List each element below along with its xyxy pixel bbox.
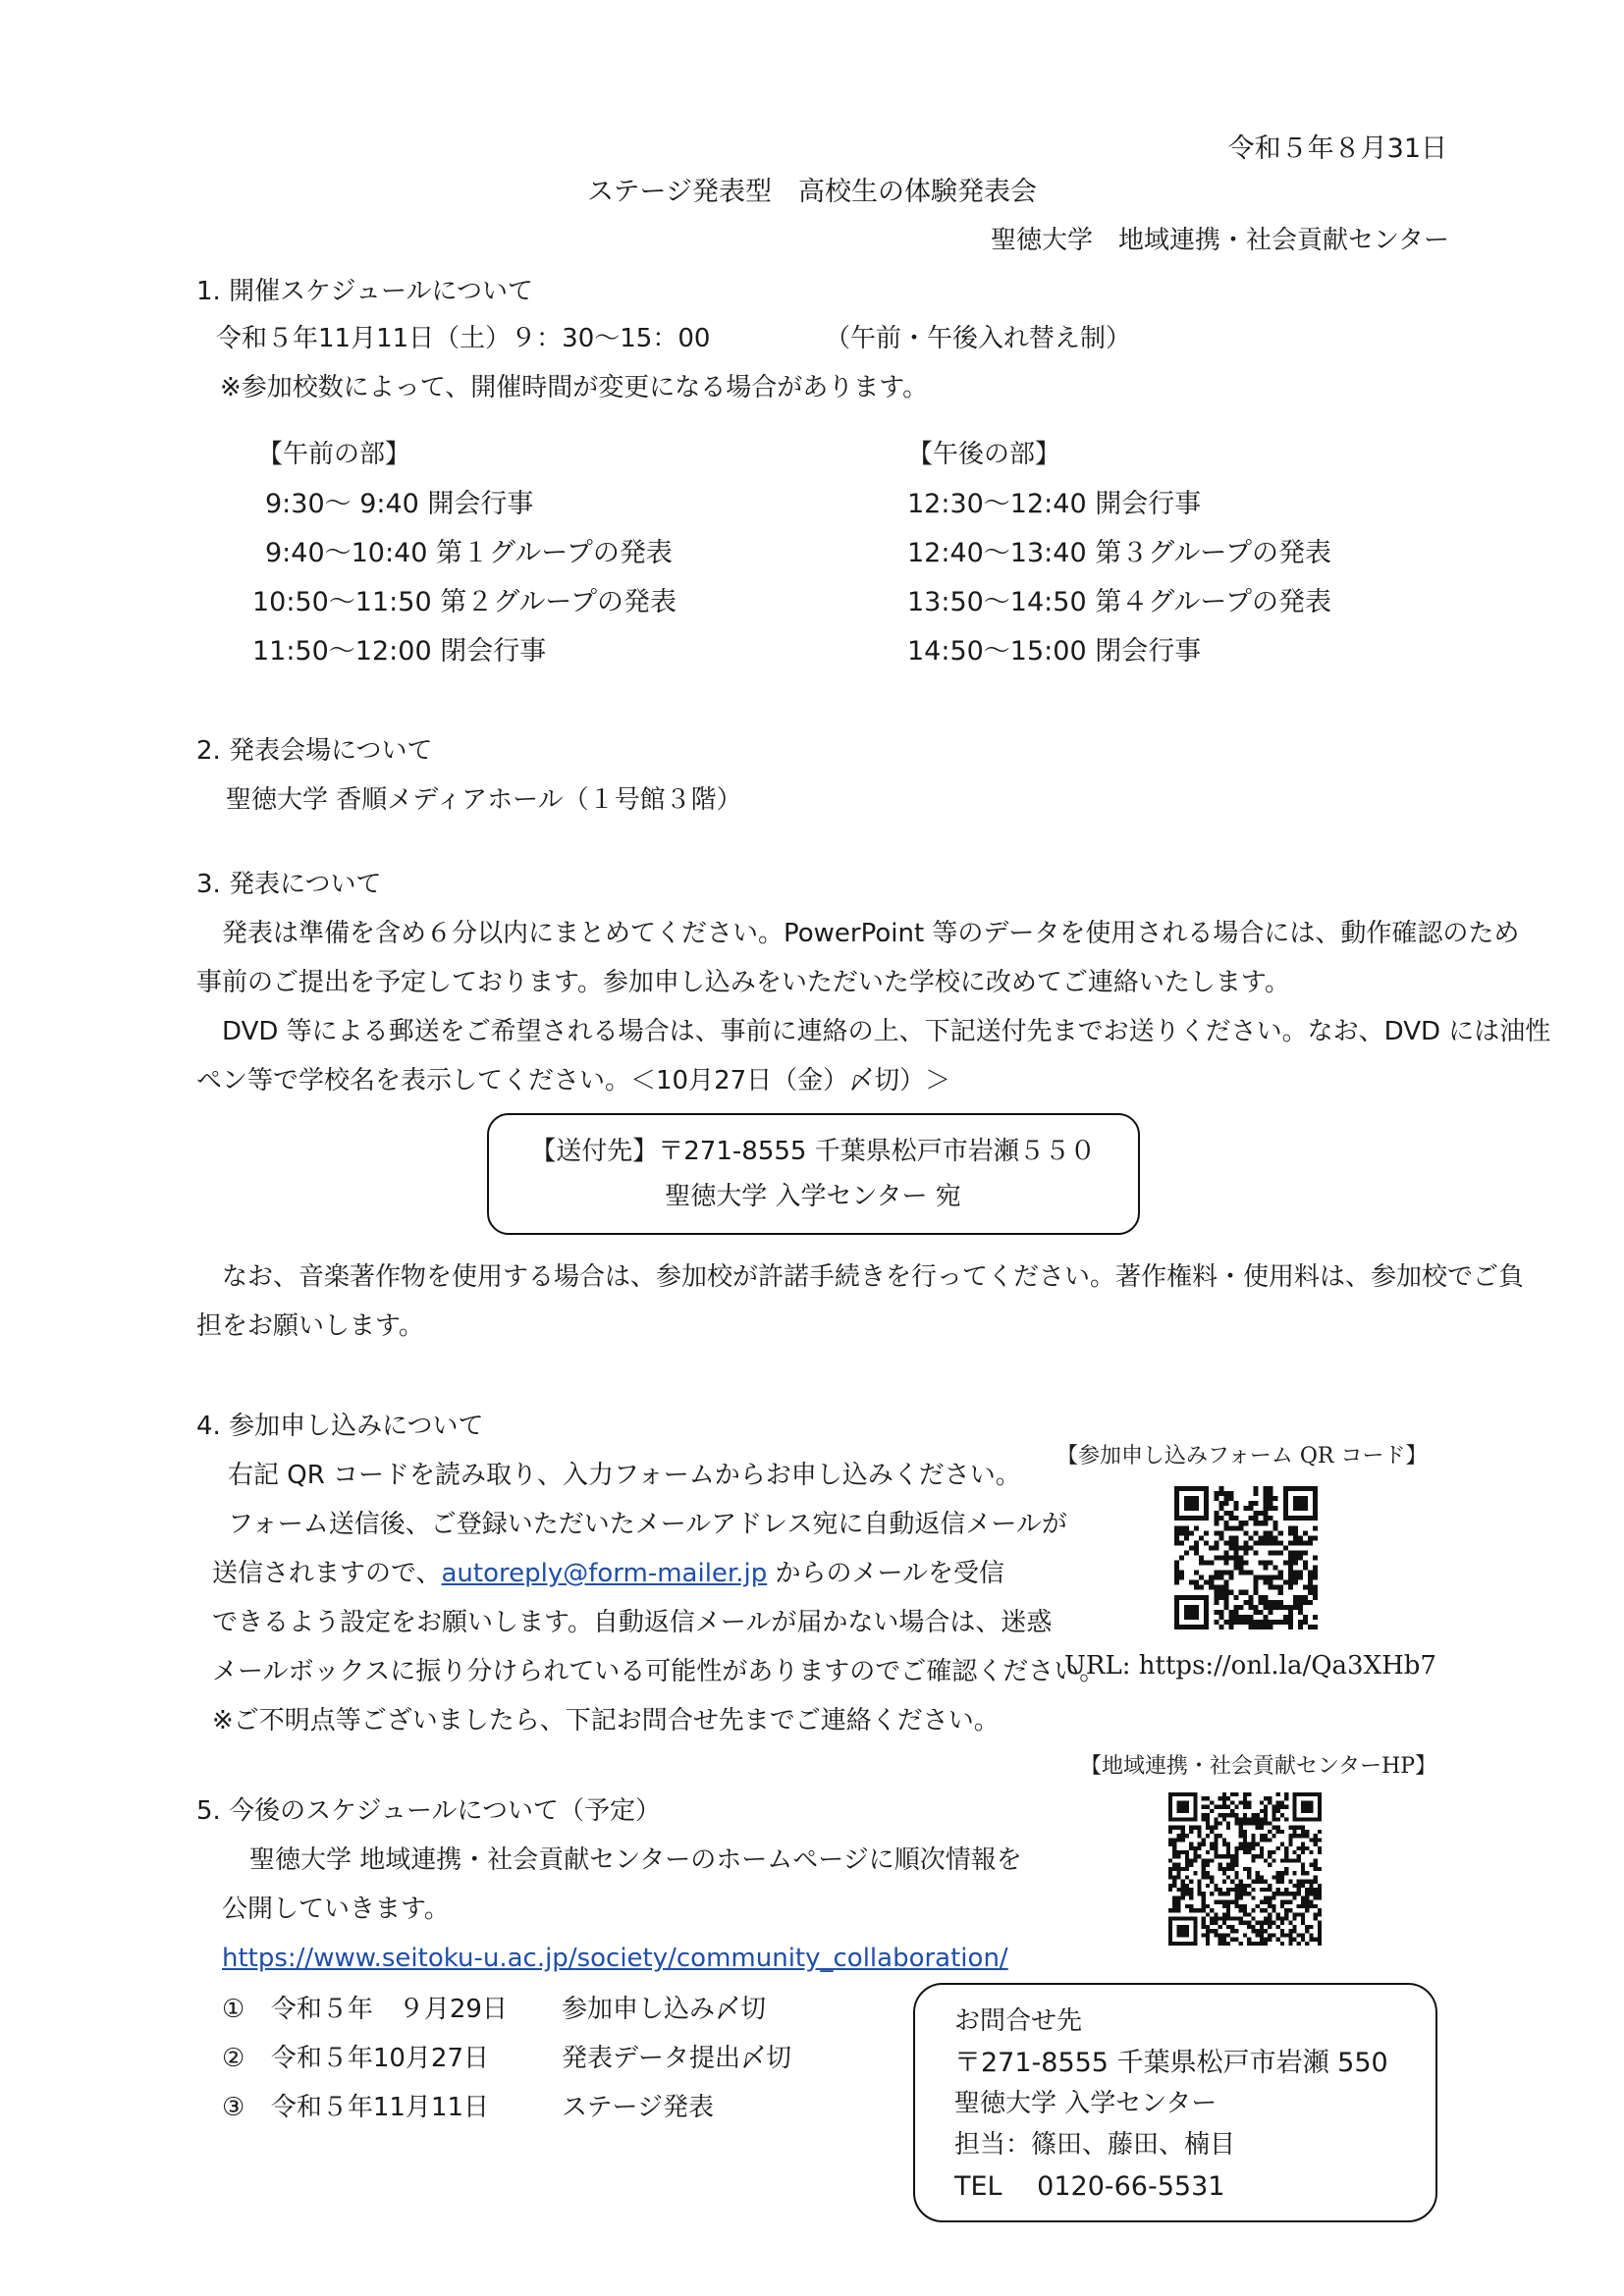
schedule-item-number: ② [222,2044,245,2073]
section3-heading: 3. 発表について [196,870,382,899]
event-datetime: 令和５年11月11日（土）９：30〜15：00 [216,324,711,353]
application-qr-code[interactable] [1174,1486,1318,1629]
contact-phone: TEL 0120-66-5531 [954,2171,1225,2202]
schedule-item [222,2042,489,2075]
morning-row: 9:40〜10:40 第１グループの発表 [265,538,673,568]
section1-heading: 1. 開催スケジュールについて [196,277,533,306]
application-text: できるよう設定をお願いします。自動返信メールが届かない場合は、迷惑 [212,1608,1053,1637]
schedule-item-date: 令和５年10月27日 [270,2044,490,2073]
afternoon-row: 14:50〜15:00 閉会行事 [907,636,1202,667]
schedule-item-date: 令和５年 ９月29日 [270,1995,508,2024]
document-title: ステージ発表型 高校生の体験発表会 [587,177,1037,207]
contact-staff: 担当：篠田、藤田、楠目 [954,2130,1236,2160]
autoreply-email-link[interactable]: autoreply@form-mailer.jp [441,1559,768,1588]
homepage-text: 聖徳大学 地域連携・社会貢献センターのホームページに順次情報を [249,1845,1022,1875]
qr-form-url: URL: https://onl.la/Qa3XHb7 [1064,1651,1436,1681]
application-text [212,1557,1004,1590]
morning-row: 11:50〜12:00 閉会行事 [252,636,547,667]
afternoon-label: 【午後の部】 [907,440,1061,469]
presentation-paragraph: 発表は準備を含め６分以内にまとめてください。PowerPoint 等のデータを使用される場合には、動作確認のため [222,919,1520,948]
contact-organization: 聖徳大学 入学センター [954,2089,1218,2118]
application-text-suffix: からのメールを受信 [767,1559,1004,1588]
shipping-address-box [487,1113,1140,1235]
contact-address: 〒271-8555 千葉県松戸市岩瀬 550 [954,2048,1388,2078]
dvd-paragraph: DVD 等による郵送をご希望される場合は、事前に連絡の上、下記送付先までお送りください。なお、DVD には油性 [222,1017,1551,1046]
dvd-paragraph: ペン等で学校名を表示してください。＜10月27日（金）〆切）＞ [196,1066,951,1095]
organization-name: 聖徳大学 地域連携・社会貢献センター [991,226,1449,255]
section4-heading: 4. 参加申し込みについて [196,1412,484,1441]
application-text: メールボックスに振り分けられている可能性がありますのでご確認ください。 [212,1657,1106,1686]
afternoon-row: 12:30〜12:40 開会行事 [907,489,1202,519]
copyright-paragraph: 担をお願いします。 [196,1311,424,1341]
section5-heading: 5. 今後のスケジュールについて（予定） [196,1796,661,1826]
schedule-item-event: 発表データ提出〆切 [562,2044,792,2073]
shipping-address-line: 【送付先】〒271-8555 千葉県松戸市岩瀬５５０ [530,1137,1096,1166]
presentation-paragraph: 事前のご提出を予定しております。参加申し込みをいただいた学校に改めてご連絡いたします。 [196,968,1290,997]
homepage-link[interactable]: https://www.seitoku-u.ac.jp/society/community_collaboration/ [222,1944,1008,1973]
schedule-item-event: 参加申し込み〆切 [562,1995,767,2024]
application-text: 右記 QR コードを読み取り、入力フォームからお申し込みください。 [228,1461,1021,1490]
qr-hp-label: 【地域連携・社会貢献センターHP】 [1080,1754,1437,1779]
homepage-text: 公開していきます。 [222,1895,450,1924]
schedule-item-date: 令和５年11月11日 [270,2093,490,2122]
schedule-item [222,2091,489,2124]
schedule-note: ※参加校数によって、開催時間が変更になる場合があります。 [220,373,929,402]
contact-box [913,1983,1437,2222]
schedule-item-number: ③ [222,2093,245,2122]
qr-form-label: 【参加申し込みフォーム QR コード】 [1056,1444,1428,1468]
application-text: ※ご不明点等ございましたら、下記お問合せ先までご連絡ください。 [212,1706,1000,1735]
copyright-paragraph: なお、音楽著作物を使用する場合は、参加校が許諾手続きを行ってください。著作権料・使用料は、参加校でご負 [222,1262,1525,1292]
schedule-item [222,1993,508,2026]
venue-text: 聖徳大学 香順メディアホール（１号館３階） [226,785,742,815]
schedule-item-event: ステージ発表 [562,2093,714,2122]
afternoon-row: 12:40〜13:40 第３グループの発表 [907,538,1332,568]
contact-title: お問合せ先 [954,2006,1083,2036]
application-text-prefix: 送信されますので、 [212,1559,442,1588]
section2-heading: 2. 発表会場について [196,736,433,766]
morning-row: 10:50〜11:50 第２グループの発表 [252,587,677,617]
shipping-recipient-line: 聖徳大学 入学センター 宛 [665,1182,961,1211]
application-text: フォーム送信後、ご登録いただいたメールアドレス宛に自動返信メールが [228,1510,1067,1539]
event-format: （午前・午後入れ替え制） [825,324,1132,353]
afternoon-row: 13:50〜14:50 第４グループの発表 [907,587,1332,617]
homepage-qr-code[interactable] [1168,1792,1322,1946]
morning-row: 9:30〜 9:40 開会行事 [265,489,534,519]
schedule-item-number: ① [222,1995,245,2024]
document-date: 令和５年８月31日 [1227,133,1447,164]
morning-label: 【午前の部】 [257,440,411,469]
